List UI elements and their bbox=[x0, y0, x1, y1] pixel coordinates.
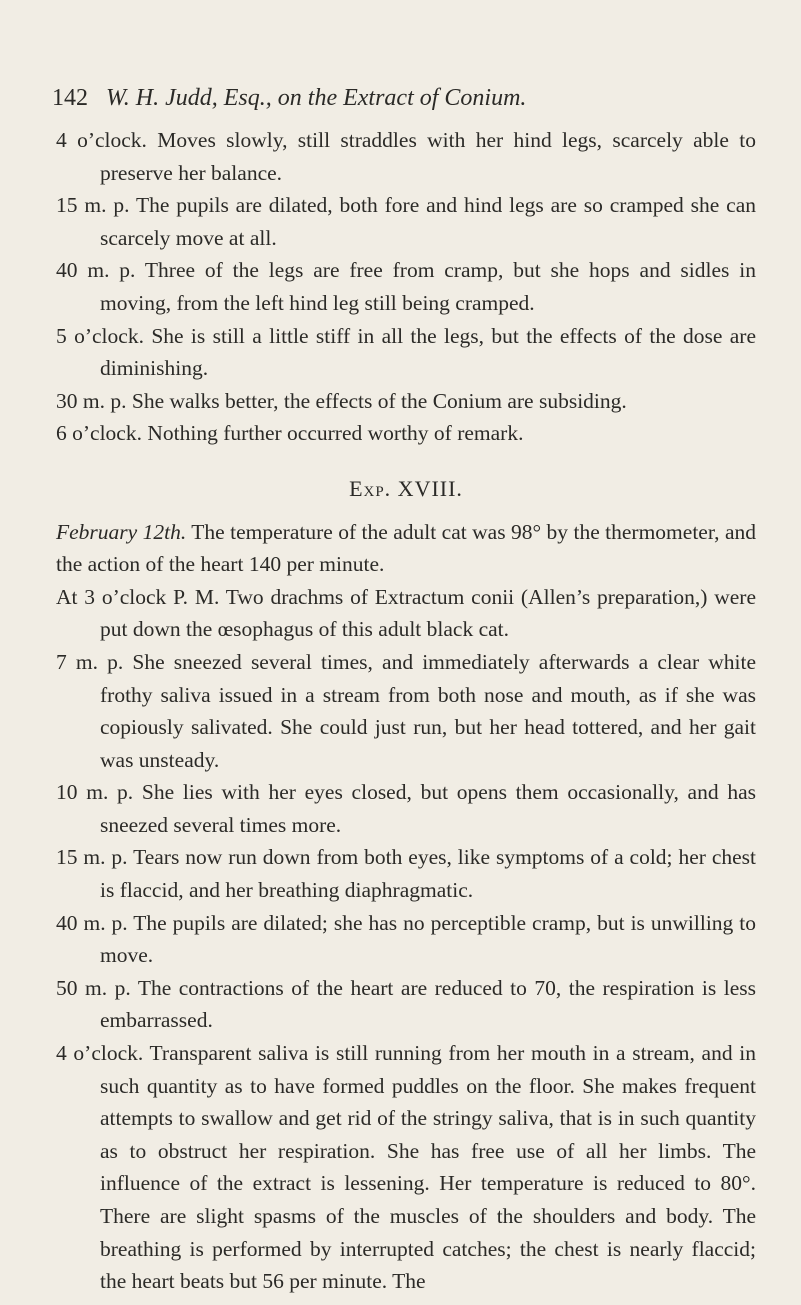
log-entry bbox=[56, 907, 756, 972]
entry-time: 30 m. p. bbox=[56, 388, 127, 413]
log-entry bbox=[56, 841, 756, 906]
entry-text: The pupils are dilated; she has no perceptible cramp, but is unwilling to move. bbox=[100, 910, 756, 968]
page-number: 142 bbox=[52, 85, 88, 111]
entry-time: 4 o’clock. bbox=[56, 128, 147, 152]
dose-paragraph: At 3 o’clock P. M. Two drachms of Extractum conii (Allen’s preparation,) were put down the œsophagus of this adult black cat. bbox=[56, 584, 756, 642]
log-entry bbox=[56, 776, 756, 841]
running-title: W. H. Judd, Esq., on the Extract of Conium. bbox=[106, 85, 527, 111]
experiment-intro-text: The temperature of the adult cat was 98° by the thermometer, and the action of the heart 140 per minute. bbox=[56, 519, 756, 577]
entry-text: Moves slowly, still straddles with her hind legs, scarcely able to preserve her balance. bbox=[100, 128, 757, 185]
entry-text: She sneezed several times, and immediately afterwards a clear white frothy saliva issued in a stream from both nose and mouth, as if she was copiously salivated. She could just run, but her head tottered, and her gait was unsteady. bbox=[100, 649, 757, 772]
log-entry bbox=[56, 320, 756, 385]
log-entry bbox=[56, 1037, 756, 1298]
log-entry bbox=[56, 972, 756, 1037]
experiment-heading: Exp. XVIII. bbox=[349, 475, 463, 501]
entry-time: 5 o’clock. bbox=[56, 323, 144, 348]
entry-time: 40 m. p. bbox=[56, 258, 136, 283]
entry-time: 15 m. p. bbox=[56, 193, 130, 218]
log-entry bbox=[56, 189, 756, 254]
entry-time: 4 o’clock. bbox=[56, 1041, 144, 1066]
page-header bbox=[52, 78, 752, 118]
entry-time: 15 m. p. bbox=[56, 845, 128, 870]
log-entry bbox=[56, 254, 756, 319]
entry-text: Transparent saliva is still running from her mouth in a stream, and in such quantity as to have formed puddles on the floor. She makes frequent attempts to swallow and get rid of the stringy saliva, that is in such quantity as to obstruct her respiration. She has free use of all her limbs. The influence of the extract is lessening. Her temperature is reduced to 80°. There are slight spasms of the muscles of the shoulders and body. The breathing is performed by interrupted catches; the chest is nearly flaccid; the heart beats but 56 per minute. The bbox=[100, 1041, 756, 1294]
entry-time: 7 m. p. bbox=[56, 649, 124, 674]
entry-time: 40 m. p. bbox=[56, 910, 128, 935]
log-entry bbox=[56, 385, 756, 418]
entry-text: The pupils are dilated, both fore and hind legs are so cramped she can scarcely move at all. bbox=[100, 193, 756, 250]
experiment-intro bbox=[56, 516, 756, 581]
body-text bbox=[56, 124, 756, 1298]
entry-text: She lies with her eyes closed, but opens them occasionally, and has sneezed several times more. bbox=[100, 780, 756, 837]
log-entry bbox=[56, 124, 756, 189]
entry-text: She walks better, the effects of the Conium are subsiding. bbox=[131, 388, 627, 413]
entry-text: Three of the legs are free from cramp, but she hops and sidles in moving, from the left hind leg still being cramped. bbox=[100, 258, 756, 315]
entry-text: She is still a little stiff in all the legs, but the effects of the dose are diminishing. bbox=[100, 323, 756, 381]
experiment-date: February 12th. bbox=[56, 519, 187, 544]
entry-text: Tears now run down from both eyes, like symptoms of a cold; her chest is flaccid, and her breathing diaphragmatic. bbox=[100, 845, 756, 903]
entry-time: 6 o’clock. bbox=[56, 421, 142, 446]
entry-time: 50 m. p. bbox=[56, 975, 131, 1000]
entry-time: 10 m. p. bbox=[56, 780, 134, 805]
log-entry bbox=[56, 417, 756, 450]
entry-text: Nothing further occurred worthy of remark. bbox=[147, 421, 524, 446]
entry-text: The contractions of the heart are reduced to 70, the respiration is less embarrassed. bbox=[100, 975, 756, 1033]
log-entry bbox=[56, 646, 756, 776]
